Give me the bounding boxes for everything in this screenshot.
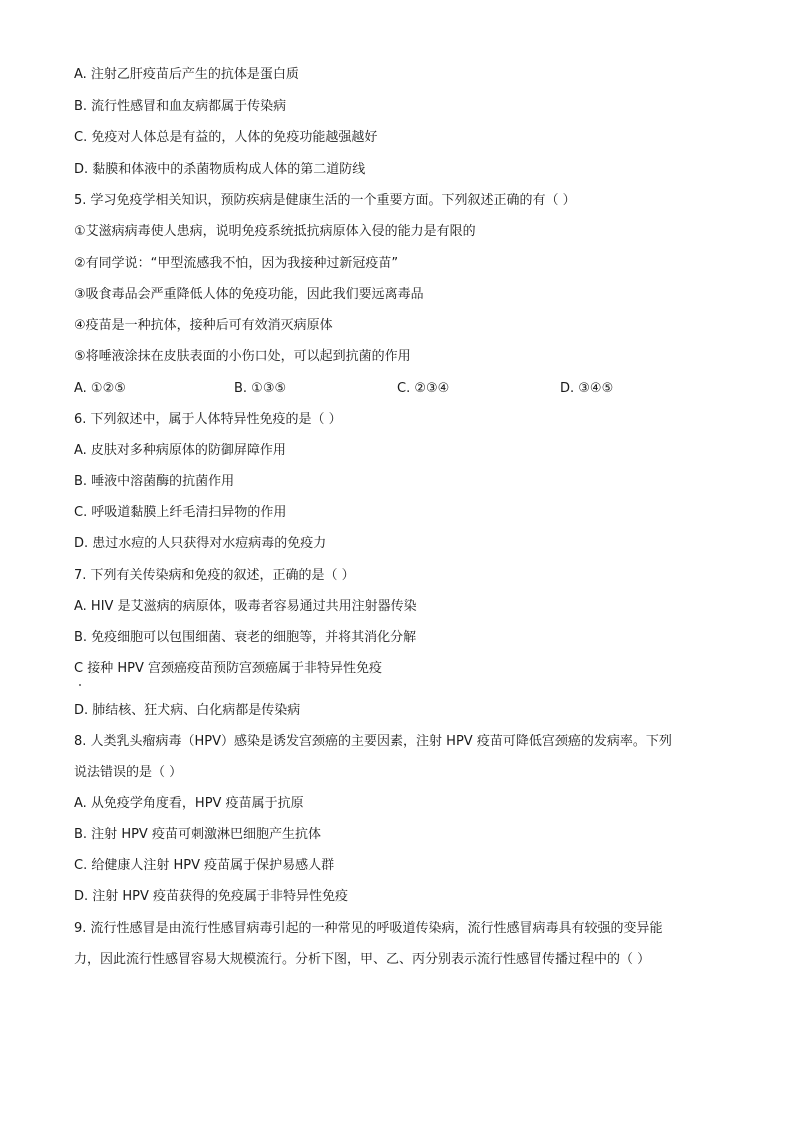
q5-statement-4: ④疫苗是一种抗体，接种后可有效消灭病原体 [74, 318, 333, 333]
q8-stem-line-2: 说法错误的是（ ） [74, 765, 183, 780]
q4-option-b: B. 流行性感冒和血友病都属于传染病 [74, 99, 287, 114]
q7-option-d: D. 肺结核、狂犬病、白化病都是传染病 [74, 703, 301, 718]
q8-option-c: C. 给健康人注射 HPV 疫苗属于保护易感人群 [74, 858, 335, 873]
q6-option-d: D. 患过水痘的人只获得对水痘病毒的免疫力 [74, 536, 327, 551]
q5-option-d: D. ③④⑤ [560, 381, 614, 396]
stray-dot [79, 684, 81, 686]
q4-option-c: C. 免疫对人体总是有益的，人体的免疫功能越强越好 [74, 130, 378, 145]
q5-statement-3: ③吸食毒品会严重降低人体的免疫功能，因此我们要远离毒品 [74, 287, 424, 302]
q8-option-b: B. 注射 HPV 疫苗可刺激淋巴细胞产生抗体 [74, 827, 321, 842]
q8-option-a: A. 从免疫学角度看，HPV 疫苗属于抗原 [74, 796, 304, 811]
q5-option-c: C. ②③④ [397, 381, 450, 396]
q7-stem: 7. 下列有关传染病和免疫的叙述，正确的是（ ） [74, 568, 355, 583]
q5-statement-2: ②有同学说：“甲型流感我不怕，因为我接种过新冠疫苗” [74, 256, 399, 271]
q6-option-a: A. 皮肤对多种病原体的防御屏障作用 [74, 443, 286, 458]
q7-option-b: B. 免疫细胞可以包围细菌、衰老的细胞等，并将其消化分解 [74, 630, 417, 645]
q9-stem-line-1: 9. 流行性感冒是由流行性感冒病毒引起的一种常见的呼吸道传染病，流行性感冒病毒具有较强的变异能 [74, 921, 663, 936]
q6-stem: 6. 下列叙述中，属于人体特异性免疫的是（ ） [74, 412, 342, 427]
q8-option-d: D. 注射 HPV 疫苗获得的免疫属于非特异性免疫 [74, 889, 349, 904]
q4-option-a: A. 注射乙肝疫苗后产生的抗体是蛋白质 [74, 67, 299, 82]
q5-option-b: B. ①③⑤ [234, 381, 287, 396]
q7-option-a: A. HIV 是艾滋病的病原体，吸毒者容易通过共用注射器传染 [74, 599, 417, 614]
q7-option-c: C 接种 HPV 宫颈癌疫苗预防宫颈癌属于非特异性免疫 [74, 661, 382, 676]
q8-stem-line-1: 8. 人类乳头瘤病毒（HPV）感染是诱发宫颈癌的主要因素，注射 HPV 疫苗可降低宫颈癌的发病率。下列 [74, 734, 672, 749]
q4-option-d: D. 黏膜和体液中的杀菌物质构成人体的第二道防线 [74, 162, 366, 177]
q5-statement-1: ①艾滋病病毒使人患病，说明免疫系统抵抗病原体入侵的能力是有限的 [74, 224, 476, 239]
q6-option-c: C. 呼吸道黏膜上纤毛清扫异物的作用 [74, 505, 287, 520]
q5-statement-5: ⑤将唾液涂抹在皮肤表面的小伤口处，可以起到抗菌的作用 [74, 349, 411, 364]
q6-option-b: B. 唾液中溶菌酶的抗菌作用 [74, 474, 235, 489]
q5-option-a: A. ①②⑤ [74, 381, 126, 396]
q5-stem: 5. 学习免疫学相关知识，预防疾病是健康生活的一个重要方面。下列叙述正确的有（ ） [74, 193, 576, 208]
q9-stem-line-2: 力，因此流行性感冒容易大规模流行。分析下图，甲、乙、丙分别表示流行性感冒传播过程中的（ ） [74, 952, 651, 967]
